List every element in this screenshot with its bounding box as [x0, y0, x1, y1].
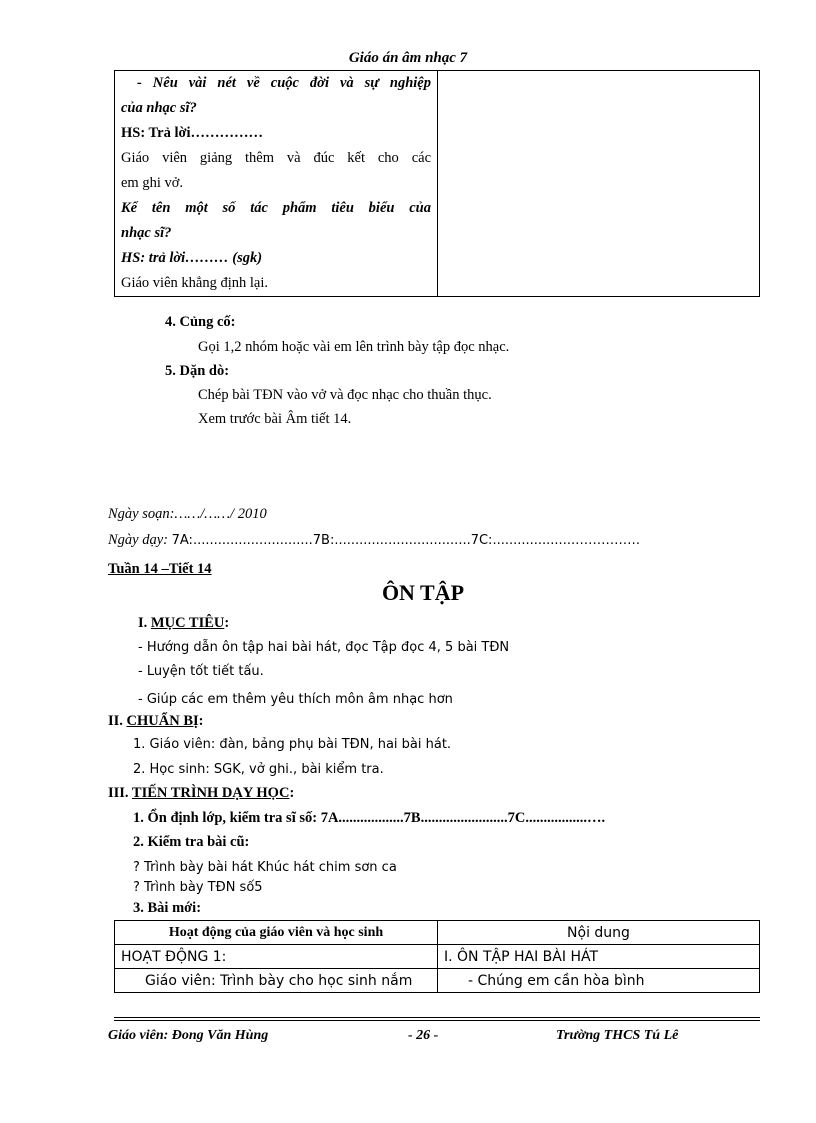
teacher-line: em ghi vở. — [121, 175, 184, 191]
section5-heading: 5. Dặn dò: — [165, 363, 230, 379]
activity-left-cell — [115, 71, 438, 297]
date-taught — [108, 531, 640, 549]
objectives-colon: : — [224, 615, 230, 631]
lesson-title: ÔN TẬP — [381, 580, 465, 605]
objective-item: - Hướng dẫn ôn tập hai bài hát, đọc Tập đọc 4, 5 bài TĐN — [138, 640, 510, 655]
preparation-colon: : — [198, 713, 204, 729]
question-line: của nhạc sĩ? — [121, 100, 197, 116]
new-lesson-heading: 3. Bài mới: — [133, 900, 202, 916]
preparation-item: 1. Giáo viên: đàn, bảng phụ bài TĐN, hai bài hát. — [133, 737, 452, 752]
objective-item: - Luyện tốt tiết tấu. — [138, 664, 264, 679]
table-cell: I. ÔN TẬP HAI BÀI HÁT — [438, 945, 760, 969]
procedure-title: TIẾN TRÌNH DẠY HỌC — [131, 785, 290, 801]
content-right-cell — [438, 71, 760, 297]
date-taught-classes: 7A:.............................7B:.................................7C:....................…………… — [171, 533, 641, 548]
preparation-heading — [108, 713, 204, 730]
objectives-prefix: I. — [138, 615, 151, 631]
activity-table-bottom — [114, 920, 760, 993]
date-prepared: Ngày soạn:……/……/ 2010 — [108, 506, 267, 522]
footer-page-number: - 26 - — [408, 1028, 439, 1043]
week-label: Tuần 14 –Tiết 14 — [108, 561, 212, 577]
preparation-item: 2. Học sinh: SGK, vở ghi., bài kiểm tra. — [133, 762, 384, 777]
footer-rule-bottom — [114, 1020, 760, 1021]
question-line: - Nêu vài nét về cuộc đời và sự nghiệp — [137, 75, 431, 91]
old-lesson-check-heading: 2. Kiểm tra bài cũ: — [133, 834, 250, 850]
section5-line: Xem trước bài Âm tiết 14. — [198, 411, 352, 427]
table-cell: HOẠT ĐỘNG 1: — [115, 945, 438, 969]
answer-line: HS: trả lời……… (sgk) — [121, 250, 263, 266]
table-header-activity: Hoạt động của giáo viên và học sinh — [115, 921, 438, 945]
page-header-title: Giáo án âm nhạc 7 — [348, 50, 468, 66]
footer-rule-top — [114, 1017, 760, 1018]
table-cell: - Chúng em cần hòa bình — [438, 969, 760, 993]
activity-table-top — [114, 70, 760, 297]
preparation-title: CHUẨN BỊ — [126, 713, 199, 729]
table-cell: Giáo viên: Trình bày cho học sinh nắm — [115, 969, 438, 993]
question-line: Kể tên một số tác phẩm tiêu biểu của — [121, 200, 431, 216]
table-header-content: Nội dung — [438, 921, 760, 945]
section4-heading: 4. Củng cố: — [165, 314, 236, 330]
objectives-title: MỤC TIÊU — [150, 615, 225, 631]
answer-line: HS: Trả lời…………… — [121, 125, 264, 141]
objectives-heading — [138, 615, 229, 632]
procedure-heading — [108, 785, 294, 802]
class-stability-line: 1. Ổn định lớp, kiểm tra sĩ số: 7A..................7B........................7C.................…. — [133, 810, 606, 826]
procedure-prefix: III. — [108, 785, 132, 801]
review-question: ? Trình bày TĐN số5 — [133, 880, 263, 895]
procedure-colon: : — [289, 785, 295, 801]
preparation-prefix: II. — [108, 713, 127, 729]
footer-school: Trường THCS Tú Lê — [556, 1028, 679, 1043]
section4-text: Gọi 1,2 nhóm hoặc vài em lên trình bày tập đọc nhạc. — [198, 339, 510, 355]
objective-item: - Giúp các em thêm yêu thích môn âm nhạc hơn — [138, 692, 453, 707]
teacher-line: Giáo viên khẳng định lại. — [121, 275, 268, 291]
question-line: nhạc sĩ? — [121, 225, 172, 241]
date-taught-label: Ngày dạy: — [108, 532, 172, 548]
footer-teacher: Giáo viên: Đong Văn Hùng — [108, 1028, 269, 1043]
review-question: ? Trình bày bài hát Khúc hát chim sơn ca — [133, 860, 397, 875]
section5-line: Chép bài TĐN vào vở và đọc nhạc cho thuần thục. — [198, 387, 492, 403]
teacher-line: Giáo viên giảng thêm và đúc kết cho các — [121, 150, 431, 166]
